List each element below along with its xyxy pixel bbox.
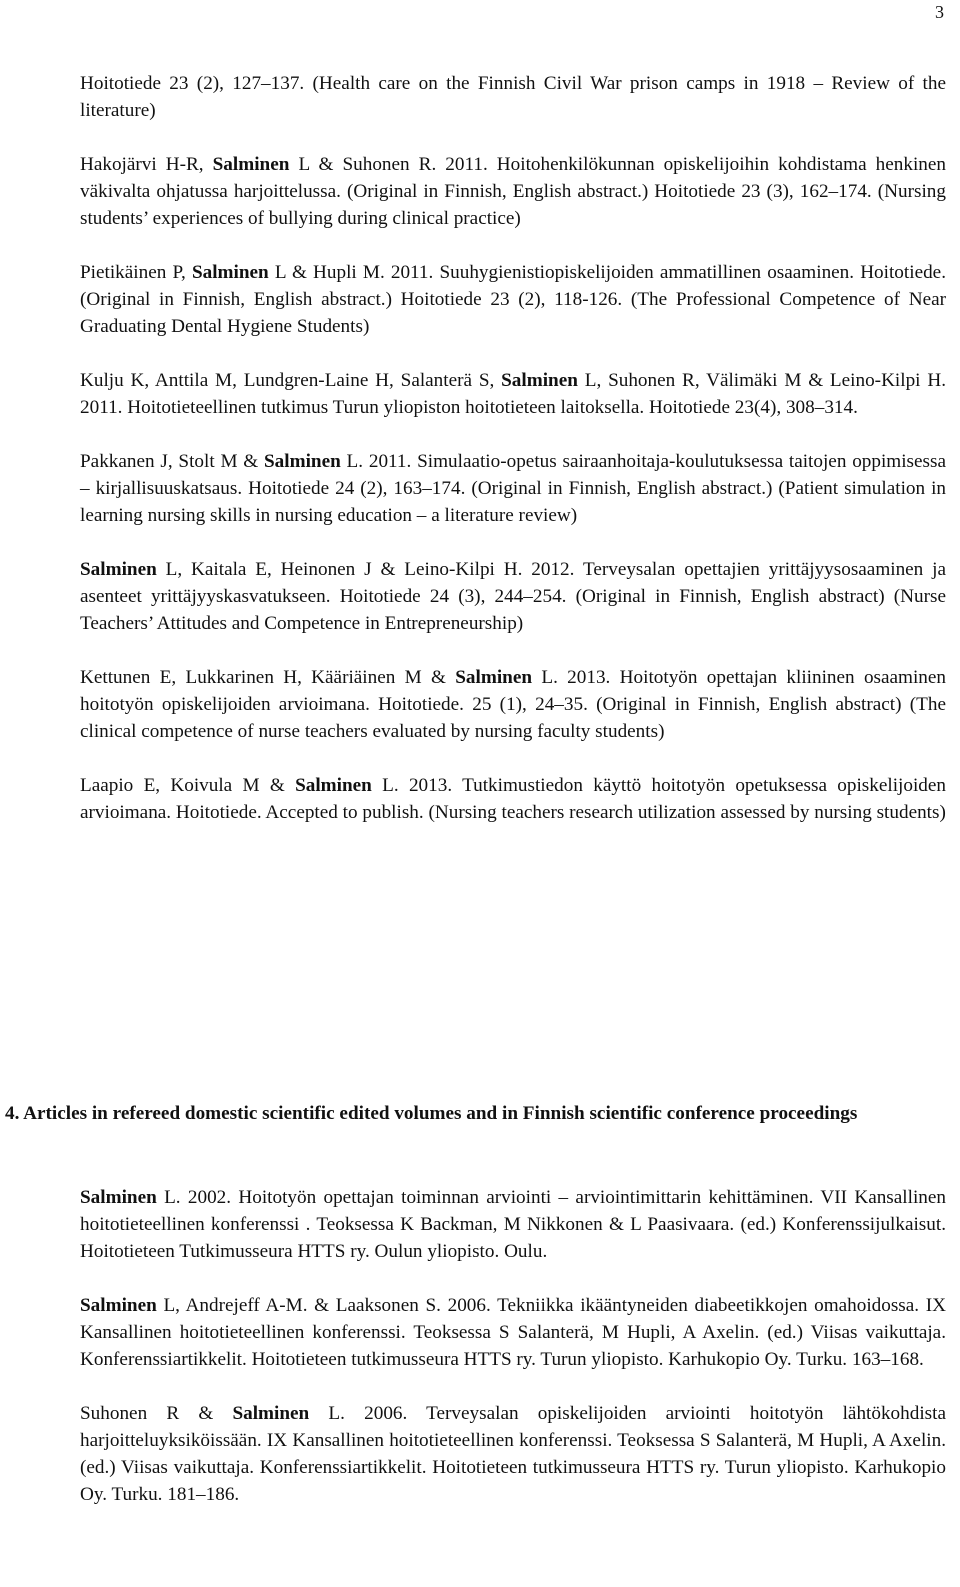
reference-text: Hoitotiede 23 (2), 127–137. (Health care on the Finnish Civil War prison camps in 1918 – Review of the literature)	[80, 73, 946, 121]
reference-entry	[80, 664, 946, 745]
author-highlight: Salminen	[80, 1295, 157, 1316]
reference-entry	[80, 1292, 946, 1373]
author-highlight: Salminen	[80, 1187, 157, 1208]
reference-text: L. 2013. Hoitotyön opettajan kliininen osaaminen hoitotyön opiskelijoiden arvioimana. Hoitotiede. 25 (1), 24–35. (Original in Finnish, English abstract) (The clinical competence of nurse teachers evaluated by nursing faculty students)	[80, 667, 946, 742]
author-highlight: Salminen	[455, 667, 533, 688]
reference-entry	[80, 556, 946, 637]
reference-entry	[80, 448, 946, 529]
reference-text: Suhonen R &	[80, 1403, 233, 1424]
reference-entry	[80, 772, 946, 826]
page-number: 3	[935, 2, 944, 22]
reference-text: L, Kaitala E, Heinonen J & Leino-Kilpi H. 2012. Terveysalan opettajien yrittäjyysosaaminen ja asenteet yrittäjyyskasvatukseen. Hoitotiede 24 (3), 244–254. (Original in Finnish, English abstract) (Nurse Teachers’ Attitudes and Competence in Entrepreneurship)	[80, 559, 946, 634]
reference-entry	[80, 151, 946, 232]
author-highlight: Salminen	[501, 370, 578, 391]
author-highlight: Salminen	[232, 1403, 310, 1424]
reference-entry	[80, 367, 946, 421]
author-highlight: Salminen	[191, 262, 269, 283]
reference-text: L, Andrejeff A-M. & Laaksonen S. 2006. Tekniikka ikääntyneiden diabeetikkojen omahoidossa. IX Kansallinen hoitotieteellinen konferenssi. Teoksessa S Salanterä, M Hupli, A Axelin. (ed.) Viisas vaikuttaja. Konferenssiartikkelit. Hoitotieteen tutkimusseura HTTS ry. Turun yliopisto. Karhukopio Oy. Turku. 163–168.	[80, 1295, 946, 1370]
reference-entry	[80, 70, 946, 124]
reference-entry	[80, 1184, 946, 1265]
author-highlight: Salminen	[80, 559, 157, 580]
author-highlight: Salminen	[212, 154, 290, 175]
reference-list-conference-proceedings	[80, 1184, 946, 1535]
reference-text: Pietikäinen P,	[80, 262, 192, 283]
reference-text: L. 2011. Simulaatio-opetus sairaanhoitaja-koulutuksessa taitojen oppimisessa – kirjallisuuskatsaus. Hoitotiede 24 (2), 163–174. (Original in Finnish, English abstract.) (Patient simulation in learning nursing skills in nursing education – a literature review)	[80, 451, 946, 526]
reference-entry	[80, 1400, 946, 1508]
reference-text: Kettunen E, Lukkarinen H, Kääriäinen M &	[80, 667, 456, 688]
reference-text: L. 2013. Tutkimustiedon käyttö hoitotyön opetuksessa opiskelijoiden arvioimana. Hoitotiede. Accepted to publish. (Nursing teachers research utilization assessed by nursing students)	[80, 775, 946, 823]
reference-list-journal-articles	[80, 70, 946, 853]
reference-text: L. 2002. Hoitotyön opettajan toiminnan arviointi – arviointimittarin kehittäminen. VII Kansallinen hoitotieteellinen konferenssi . Teoksessa K Backman, M Nikkonen & L Paasivaara. (ed.) Konferenssijulkaisut. Hoitotieteen Tutkimusseura HTTS ry. Oulun yliopisto. Oulu.	[80, 1187, 946, 1262]
section-heading: 4. Articles in refereed domestic scientific edited volumes and in Finnish scientific conference proceedings	[5, 1103, 858, 1124]
reference-text: L & Suhonen R. 2011. Hoitohenkilökunnan opiskelijoihin kohdistama henkinen väkivalta ohjatussa harjoittelussa. (Original in Finnish, English abstract.) Hoitotiede 23 (3), 162–174. (Nursing students’ experiences of bullying during clinical practice)	[80, 154, 946, 229]
reference-text: Laapio E, Koivula M &	[80, 775, 296, 796]
reference-text: Kulju K, Anttila M, Lundgren-Laine H, Salanterä S,	[80, 370, 502, 391]
author-highlight: Salminen	[264, 451, 341, 472]
reference-entry	[80, 259, 946, 340]
reference-text: L & Hupli M. 2011. Suuhygienistiopiskelijoiden ammatillinen osaaminen. Hoitotiede. (Original in Finnish, English abstract.) Hoitotiede 23 (2), 118-126. (The Professional Competence of Near Graduating Dental Hygiene Students)	[80, 262, 946, 337]
reference-text: Pakkanen J, Stolt M &	[80, 451, 264, 472]
reference-text: L, Suhonen R, Välimäki M & Leino-Kilpi H. 2011. Hoitotieteellinen tutkimus Turun yliopiston hoitotieteen laitoksella. Hoitotiede 23(4), 308–314.	[80, 370, 946, 418]
reference-text: Hakojärvi H-R,	[80, 154, 213, 175]
author-highlight: Salminen	[295, 775, 372, 796]
reference-text: L. 2006. Terveysalan opiskelijoiden arviointi hoitotyön lähtökohdista harjoitteluyksiköissään. IX Kansallinen hoitotieteellinen konferenssi. Teoksessa S Salanterä, M Hupli, A Axelin. (ed.) Viisas vaikuttaja. Konferenssiartikkelit. Hoitotieteen tutkimusseura HTTS ry. Turun yliopisto. Karhukopio Oy. Turku. 181–186.	[80, 1403, 946, 1505]
